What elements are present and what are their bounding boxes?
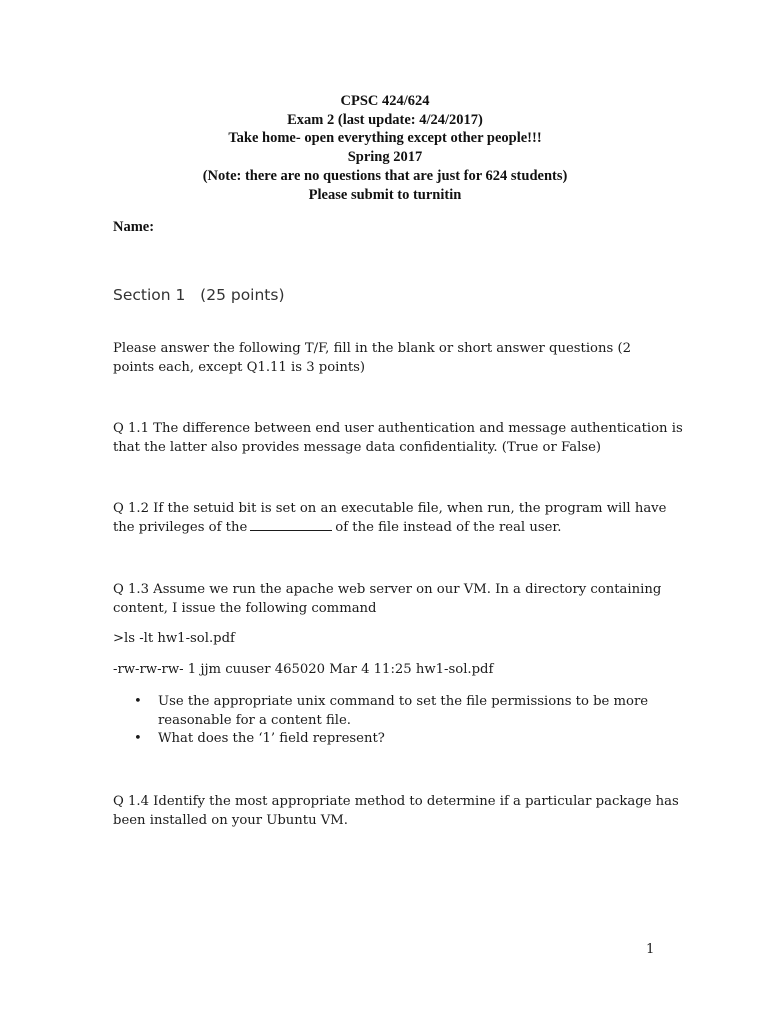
- name-label: Name:: [113, 219, 155, 235]
- section-intro: [113, 340, 673, 377]
- question-text-line: that the latter also provides message data confidentiality. (True or False): [113, 439, 602, 455]
- bullet-icon: •: [134, 731, 142, 746]
- question-text-line: Q 1.2 If the setuid bit is set on an executable file, when run, the program will have: [113, 501, 667, 516]
- bullet-icon: •: [134, 694, 142, 709]
- page-number: 1: [646, 942, 655, 957]
- question-1-4: [113, 793, 679, 830]
- shell-command: >ls -lt hw1-sol.pdf: [113, 631, 235, 646]
- list-item-line: reasonable for a content file.: [158, 712, 351, 728]
- list-item-line: What does the ‘1’ field represent?: [158, 731, 385, 746]
- question-1-2: [113, 500, 673, 537]
- question-text-line: Q 1.3 Assume we run the apache web server on our VM. In a directory containing: [113, 582, 662, 597]
- exam-header: [0, 92, 770, 204]
- question-text-line: been installed on your Ubuntu VM.: [113, 812, 348, 828]
- exam-term: Spring 2017: [347, 149, 423, 166]
- submit-instructions: Please submit to turnitin: [308, 186, 462, 203]
- list-item: [134, 730, 654, 749]
- question-text-fragment: the privileges of the: [113, 519, 248, 535]
- question-text-line: content, I issue the following command: [113, 600, 377, 616]
- section-heading: Section 1 (25 points): [113, 286, 285, 304]
- question-text-line: Q 1.1 The difference between end user authentication and message authentication is: [113, 421, 683, 436]
- section-intro-line: points each, except Q1.11 is 3 points): [113, 359, 366, 375]
- question-1-3-bullets: [134, 693, 654, 749]
- exam-note: (Note: there are no questions that are just for 624 students): [202, 167, 568, 184]
- question-text-line: [113, 519, 673, 538]
- command-output: -rw-rw-rw- 1 jjm cuuser 465020 Mar 4 11:25 hw1-sol.pdf: [113, 662, 494, 677]
- question-1-1: [113, 420, 683, 457]
- exam-instructions: Take home- open everything except other people!!!: [228, 130, 542, 147]
- question-text-line: Q 1.4 Identify the most appropriate method to determine if a particular package has: [113, 794, 679, 809]
- question-text-fragment: of the file instead of the real user.: [335, 519, 562, 535]
- list-item-line: Use the appropriate unix command to set the file permissions to be more: [158, 694, 649, 709]
- section-intro-line: Please answer the following T/F, fill in the blank or short answer questions (2: [113, 341, 631, 356]
- course-title: CPSC 424/624: [340, 93, 430, 109]
- list-item: [134, 693, 654, 730]
- fill-in-blank: [250, 520, 332, 531]
- exam-title: Exam 2 (last update: 4/24/2017): [287, 111, 483, 128]
- question-1-3: [113, 581, 673, 618]
